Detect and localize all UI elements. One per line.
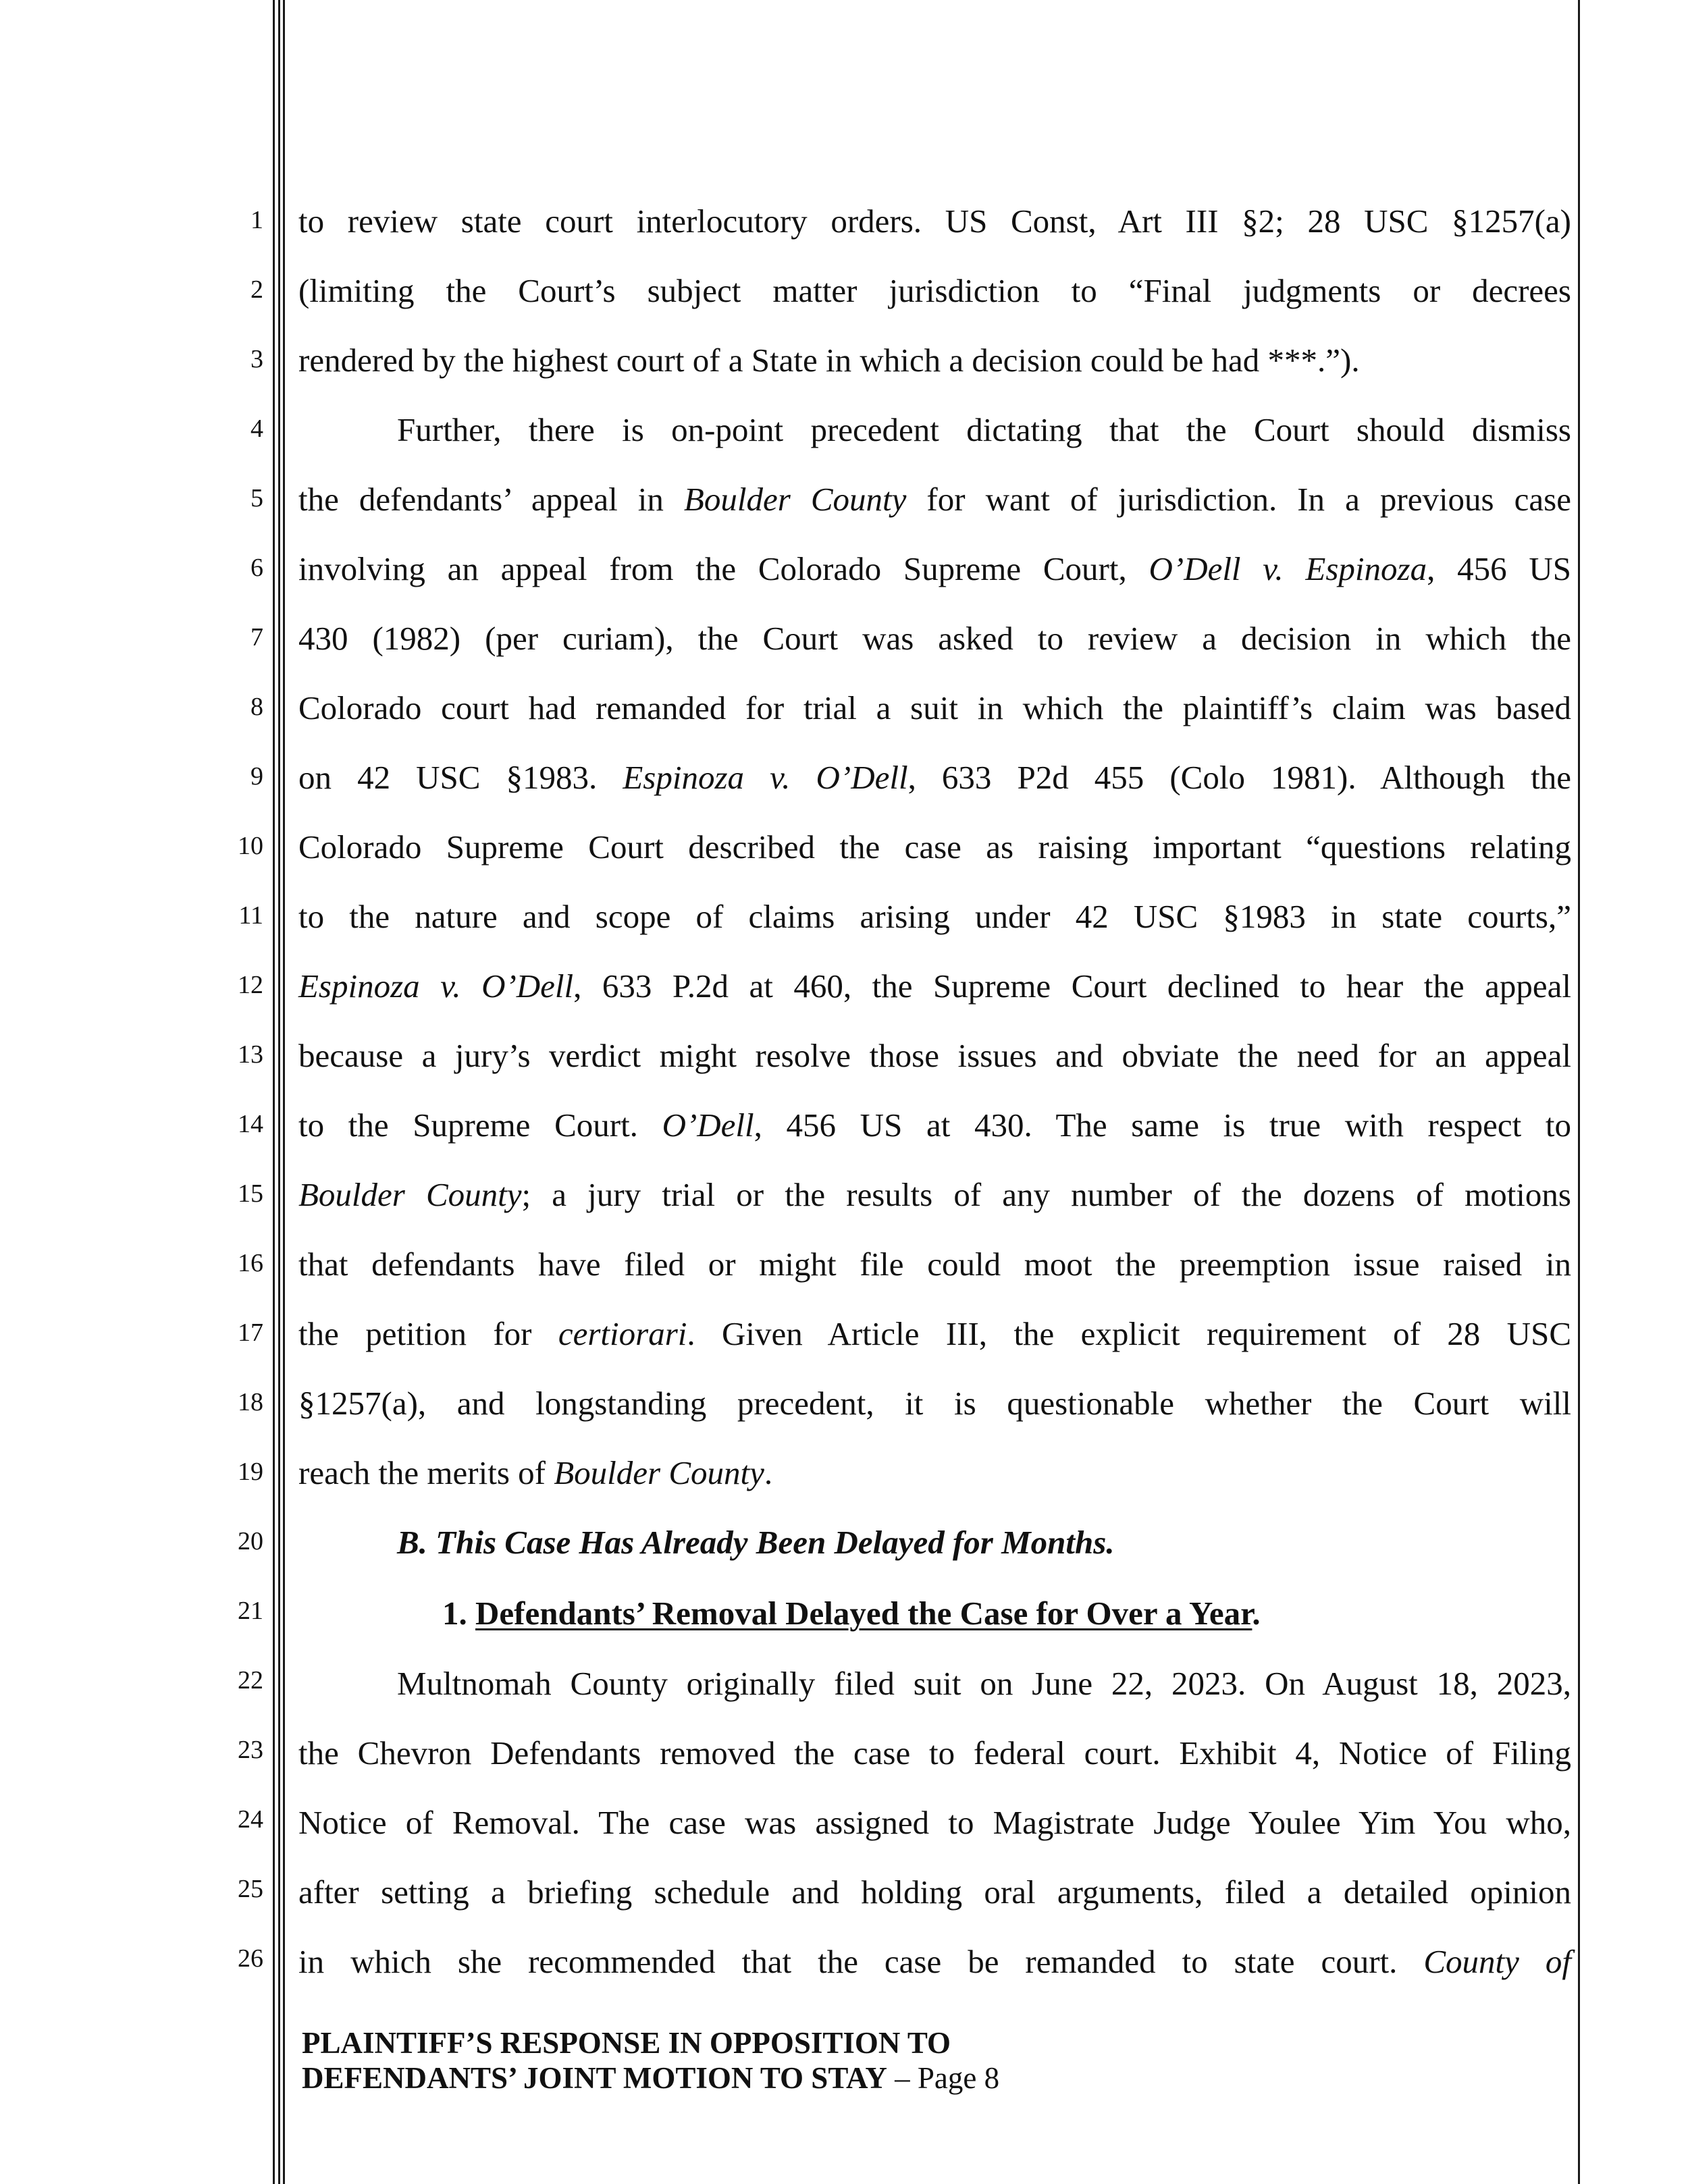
text-line-24: Notice of Removal. The case was assigned to Magistrate Judge Youlee Yim You who, [298,1804,1571,1841]
line-number: 14 [238,1110,263,1138]
line-number: 24 [238,1805,263,1834]
line-number: 20 [238,1527,263,1555]
case-citation: Boulder County [298,1176,522,1213]
line-number: 7 [250,623,263,651]
case-citation: O’Dell [662,1107,754,1144]
text-line-9: on 42 USC §1983. Espinoza v. O’Dell, 633 P2d 455 (Colo 1981). Although the [298,759,1571,796]
right-margin-rule [1578,0,1580,2184]
page-footer [302,2025,999,2096]
line-number: 6 [250,554,263,582]
page-number: – Page 8 [887,2061,1000,2095]
case-citation: Espinoza v. O’Dell [623,759,908,796]
line-number: 15 [238,1179,263,1208]
line-number: 22 [238,1666,263,1695]
line-number: 23 [238,1736,263,1764]
line-number: 19 [238,1458,263,1486]
text-line-25: after setting a briefing schedule and holding oral arguments, filed a detailed opinion [298,1873,1571,1911]
case-citation: Boulder County [683,481,907,518]
line-number: 17 [238,1319,263,1347]
line-number: 9 [250,762,263,791]
text-line-13: because a jury’s verdict might resolve those issues and obviate the need for an appeal [298,1037,1571,1074]
text-line-6: involving an appeal from the Colorado Supreme Court, O’Dell v. Espinoza, 456 US [298,550,1571,587]
line-number: 1 [250,206,263,234]
text-line-4: Further, there is on-point precedent dictating that the Court should dismiss [397,411,1571,448]
subsection-heading-1: 1. Defendants’ Removal Delayed the Case for Over a Year. [442,1595,1261,1632]
legal-term: certiorari [558,1315,687,1352]
left-margin-rule-2 [278,0,280,2184]
line-number: 11 [238,901,263,930]
line-number: 2 [250,275,263,304]
line-number: 4 [250,415,263,443]
left-margin-rule-1 [273,0,275,2184]
text-line-11: to the nature and scope of claims arising under 42 USC §1983 in state courts,” [298,898,1571,935]
text-line-16: that defendants have filed or might file could moot the preemption issue raised in [298,1246,1571,1283]
case-citation: Boulder County [554,1454,764,1491]
footer-title-line-2: DEFENDANTS’ JOINT MOTION TO STAY – Page 8 [302,2061,1000,2095]
text-line-19: reach the merits of Boulder County. [298,1454,773,1491]
text-line-22: Multnomah County originally filed suit on June 22, 2023. On August 18, 2023, [397,1665,1571,1702]
text-line-18: §1257(a), and longstanding precedent, it is questionable whether the Court will [298,1385,1571,1422]
line-number: 12 [238,971,263,999]
text-line-8: Colorado court had remanded for trial a suit in which the plaintiff’s claim was based [298,689,1571,726]
line-number: 10 [238,832,263,860]
line-number: 16 [238,1249,263,1277]
line-number: 3 [250,345,263,373]
text-line-12: Espinoza v. O’Dell, 633 P.2d at 460, the Supreme Court declined to hear the appeal [298,967,1571,1005]
text-line-10: Colorado Supreme Court described the case as raising important “questions relating [298,828,1571,865]
text-line-17: the petition for certiorari. Given Article III, the explicit requirement of 28 USC [298,1315,1572,1352]
line-number: 8 [250,693,263,721]
line-number: 18 [238,1388,263,1416]
case-citation: County of [1423,1943,1571,1980]
text-line-26: in which she recommended that the case be remanded to state court. County of [298,1943,1571,1980]
case-citation: Espinoza v. O’Dell [298,967,574,1005]
line-number: 13 [238,1040,263,1069]
left-margin-rule-3 [283,0,285,2184]
text-line-3: rendered by the highest court of a State in which a decision could be had ***.”). [298,342,1360,379]
text-line-1: to review state court interlocutory orders. US Const, Art III §2; 28 USC §1257(a) [298,203,1571,240]
line-number: 21 [238,1597,263,1625]
text-line-7: 430 (1982) (per curiam), the Court was asked to review a decision in which the [298,620,1571,657]
line-number: 5 [250,484,263,512]
text-line-5: the defendants’ appeal in Boulder County for want of jurisdiction. In a previous case [298,481,1571,518]
text-line-2: (limiting the Court’s subject matter jurisdiction to “Final judgments or decrees [298,272,1571,309]
line-number: 26 [238,1944,263,1973]
text-line-23: the Chevron Defendants removed the case to federal court. Exhibit 4, Notice of Filing [298,1734,1571,1772]
line-number: 25 [238,1875,263,1903]
section-heading-b: B. This Case Has Already Been Delayed for Months. [397,1524,1115,1561]
text-line-15: Boulder County; a jury trial or the results of any number of the dozens of motions [298,1176,1571,1213]
case-citation: O’Dell v. Espinoza [1149,550,1427,587]
footer-title-line-1: PLAINTIFF’S RESPONSE IN OPPOSITION TO [302,2026,951,2060]
text-line-14: to the Supreme Court. O’Dell, 456 US at 430. The same is true with respect to [298,1107,1571,1144]
